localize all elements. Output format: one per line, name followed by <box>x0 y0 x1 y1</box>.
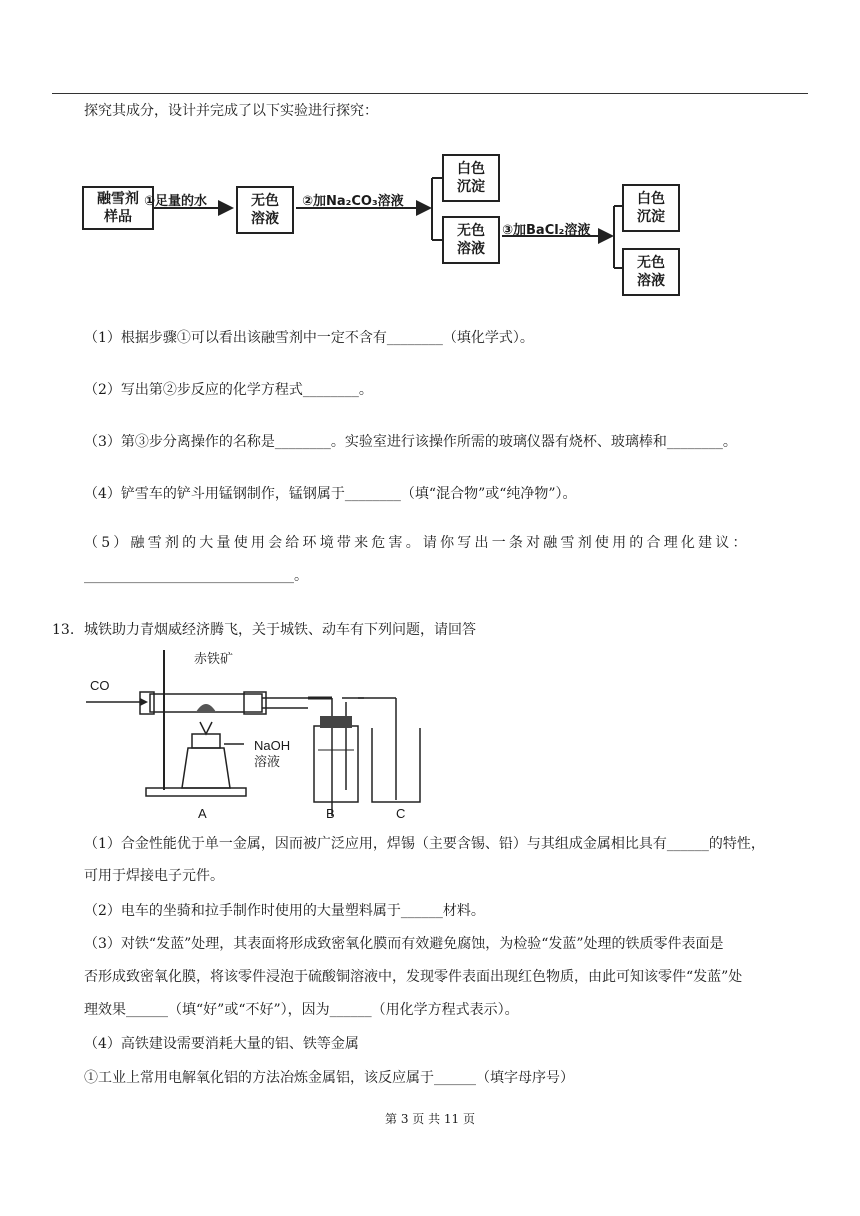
label-step2: ②加Na₂CO₃溶液 <box>302 194 404 209</box>
label-naoh <box>254 738 290 770</box>
q12-part1: （1）根据步骤①可以看出该融雪剂中一定不含有________（填化学式）。 <box>84 330 534 346</box>
q12-part4: （4）铲雪车的铲斗用锰钢制作，锰钢属于________（填“混合物”或“纯净物”）。 <box>84 486 577 502</box>
box-precipitate1: 白色 沉淀 <box>442 154 500 202</box>
q13-part1: （1）合金性能优于单一金属，因而被广泛应用，焊锡（主要含锡、铅）与其组成金属相比具有______的特性， <box>84 836 765 852</box>
label-c: C <box>396 806 406 821</box>
box-solution1: 无色 溶液 <box>236 186 294 234</box>
label-naoh-line2: 溶液 <box>254 754 281 769</box>
label-step3: ③加BaCl₂溶液 <box>502 223 591 238</box>
q13-title: 城铁助力青烟威经济腾飞，关于城铁、动车有下列问题，请回答 <box>84 622 476 638</box>
label-co: CO <box>90 678 110 693</box>
page-footer: 第 3 页 共 11 页 <box>385 1112 475 1126</box>
q13-part3-cont2: 理效果______（填“好”或“不好”），因为______（用化学方程式表示）。 <box>84 1002 519 1018</box>
label-step1: ①足量的水 <box>144 194 208 209</box>
q12-part5: （5）融雪剂的大量使用会给环境带来危害。请你写出一条对融雪剂使用的合理化建议： <box>84 535 750 551</box>
q13-part2: （2）电车的坐骑和拉手制作时使用的大量塑料属于______材料。 <box>84 903 485 919</box>
box-solution2: 无色 溶液 <box>442 216 500 264</box>
question-number-13: 13. <box>52 622 75 638</box>
label-naoh-line1: NaOH <box>254 738 291 753</box>
box-precipitate2: 白色 沉淀 <box>622 184 680 232</box>
q12-part5-blank: ______________________________。 <box>84 568 308 584</box>
box-solution3: 无色 溶液 <box>622 248 680 296</box>
q13-part1-cont: 可用于焊接电子元件。 <box>84 868 224 884</box>
label-a: A <box>198 806 207 821</box>
q12-part2: （2）写出第②步反应的化学方程式________。 <box>84 382 373 398</box>
box-sample: 融雪剂 样品 <box>82 186 154 230</box>
intro-text: 探究其成分，设计并完成了以下实验进行探究： <box>84 103 378 119</box>
q13-part3: （3）对铁“发蓝”处理，其表面将形成致密氧化膜而有效避免腐蚀，为检验“发蓝”处理的铁质零件表面是 <box>84 936 724 952</box>
q13-part4-1: ①工业上常用电解氧化铝的方法冶炼金属铝，该反应属于______（填字母序号） <box>84 1070 574 1086</box>
label-hematite: 赤铁矿 <box>194 651 234 666</box>
flow-connectors <box>82 150 702 300</box>
header-rule <box>52 93 808 94</box>
apparatus-figure <box>84 640 424 822</box>
q13-part4: （4）高铁建设需要消耗大量的铝、铁等金属 <box>84 1036 359 1052</box>
label-b: B <box>326 806 335 821</box>
q12-part3: （3）第③步分离操作的名称是________。实验室进行该操作所需的玻璃仪器有烧杯、玻璃棒和________。 <box>84 434 737 450</box>
apparatus-drawing <box>84 640 424 822</box>
q13-part3-cont1: 否形成致密氧化膜，将该零件浸泡于硫酸铜溶液中，发现零件表面出现红色物质，由此可知该零件“发蓝”处 <box>84 969 743 985</box>
flow-diagram <box>82 150 702 300</box>
